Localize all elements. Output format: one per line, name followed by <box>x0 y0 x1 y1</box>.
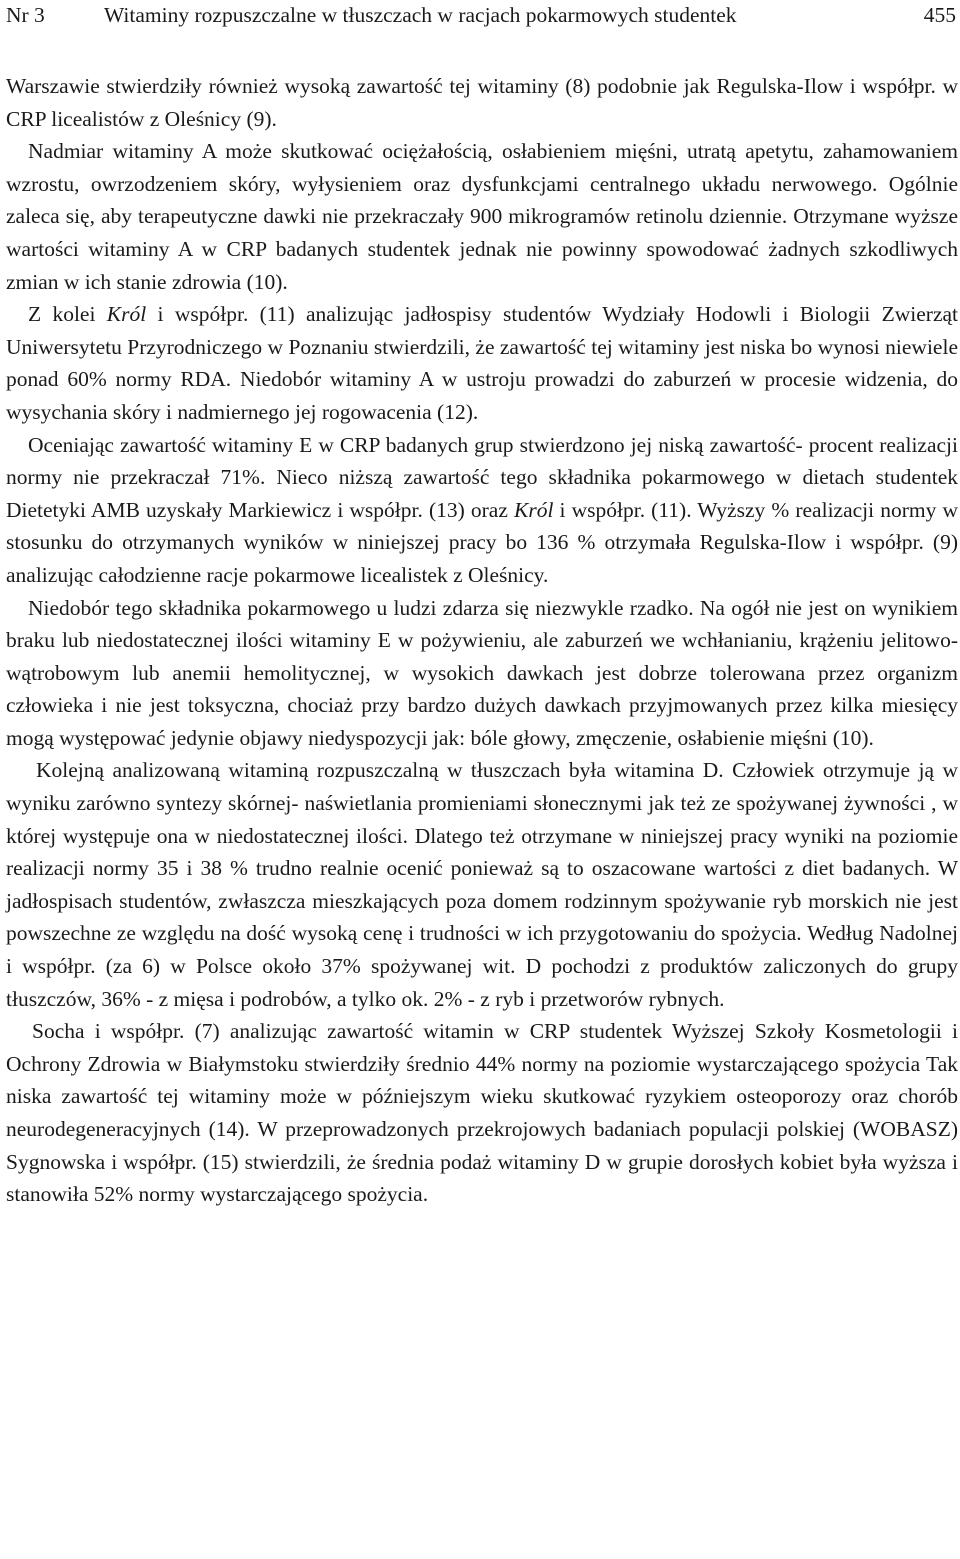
running-title: Witaminy rozpuszczalne w tłuszczach w racjach pokarmowych studentek <box>104 3 737 27</box>
issue-number: Nr 3 <box>6 3 45 27</box>
paragraph: Warszawie stwierdziły również wysoką zawartość tej witaminy (8) podobnie jak Regulska-Ilow i współpr. w CRP licealistów z Oleśnicy (9). <box>6 74 958 131</box>
paragraph <box>6 429 958 592</box>
paragraph: Kolejną analizowaną witaminą rozpuszczalną w tłuszczach była witamina D. Człowiek otrzymuje ją w wyniku zarówno syntezy skórnej- naświetlania promieniami słonecznymi jak też ze spożywanej żywności , w której występuje ona w niedostatecznej ilości. Dlatego też otrzymane w niniejszej pracy wyniki na poziomie realizacji normy 35 i 38 % trudno realnie ocenić ponieważ są to oszacowane wartości z diet badanych. W jadłospisach studentów, zwłaszcza mieszkających poza domem rodzinnym spożywanie ryb morskich nie jest powszechne ze względu na dość wysoką cenę i trudności w ich przygotowaniu do spożycia. Według Nadolnej i współpr. (za 6) w Polsce około 37% spożywanej wit. D pochodzi z produktów zaliczonych do grupy tłuszczów, 36% - z mięsa i podrobów, a tylko ok. 2% - z ryb i przetworów rybnych. <box>6 758 958 1011</box>
paragraph <box>6 298 958 428</box>
paragraph: Socha i współpr. (7) analizując zawartość witamin w CRP studentek Wyższej Szkoły Kosmetologii i Ochrony Zdrowia w Białymstoku stwierdziły średnio 44% normy na poziomie wystarczającego spożycia Tak niska zawartość tej witaminy może w późniejszym wieku skutkować ryzykiem osteoporozy oraz chorób neurodegeneracyjnych (14). W przeprowadzonych przekrojowych badaniach populacji polskiej (WOBASZ) Sygnowska i współpr. (15) stwierdzili, że średnia podaż witaminy D w grupie dorosłych kobiet była wyższa i stanowiła 52% normy wystarczającego spożycia. <box>6 1019 958 1207</box>
paragraph: Nadmiar witaminy A może skutkować ociężałością, osłabieniem mięśni, utratą apetytu, zahamowaniem wzrostu, owrzodzeniem skóry, wyłysieniem oraz dysfunkcjami centralnego układu nerwowego. Ogólnie zaleca się, aby terapeutyczne dawki nie przekraczały 900 mikrogramów retinolu dziennie. Otrzymane wyższe wartości witaminy A w CRP badanych studentek jednak nie powinny spowodować żadnych szkodliwych zmian w ich stanie zdrowia (10). <box>6 139 958 294</box>
paragraph: Niedobór tego składnika pokarmowego u ludzi zdarza się niezwykle rzadko. Na ogół nie jest on wynikiem braku lub niedostatecznej ilości witaminy E w pożywieniu, ale zaburzeń we wchłanianiu, krążeniu jelitowo-wątrobowym lub anemii hemolitycznej, w wysokich dawkach jest dobrze tolerowana przez organizm człowieka i nie jest toksyczna, chociaż przy bardzo dużych dawkach przyjmowanych przez kilka miesięcy mogą występować jedynie objawy niedyspozycji jak: bóle głowy, zmęczenie, osłabienie mięśni (10). <box>6 595 958 750</box>
document-page <box>6 0 958 1211</box>
paragraph-text: Z kolei <box>28 302 107 327</box>
paragraph-text: Oceniając zawartość witaminy E w CRP badanych grup stwierdzono jej niską zawartość- procent realizacji normy nie przekraczał 71%. Nieco niższą zawartość tego składnika pokarmowego w dietach studentek Dietetyki AMB uzyskały Markiewicz i współpr. (13) oraz <box>6 432 958 522</box>
paragraph-text: i współpr. (11). Wyższy % realizacji normy w stosunku do otrzymanych wyników w niniejszej pracy bo 136 % otrzymała Regulska-Ilow i współpr. (9) analizując całodzienne racje pokarmowe licealistek z Oleśnicy. <box>6 497 958 587</box>
page-number: 455 <box>923 3 956 27</box>
body-text <box>6 70 958 1211</box>
author-name: Król <box>513 497 554 522</box>
author-name: Król <box>106 302 147 327</box>
paragraph-text: i współpr. (11) analizując jadłospisy studentów Wydziały Hodowli i Biologii Zwierząt Uniwersytetu Przyrodniczego w Poznaniu stwierdzili, że zawartość tej witaminy jest niska bo wynosi niewiele ponad 60% normy RDA. Niedobór witaminy A w ustroju prowadzi do zaburzeń w procesie widzenia, do wysychania skóry i nadmiernego jej rogowacenia (12). <box>6 302 958 424</box>
running-header <box>6 0 958 30</box>
